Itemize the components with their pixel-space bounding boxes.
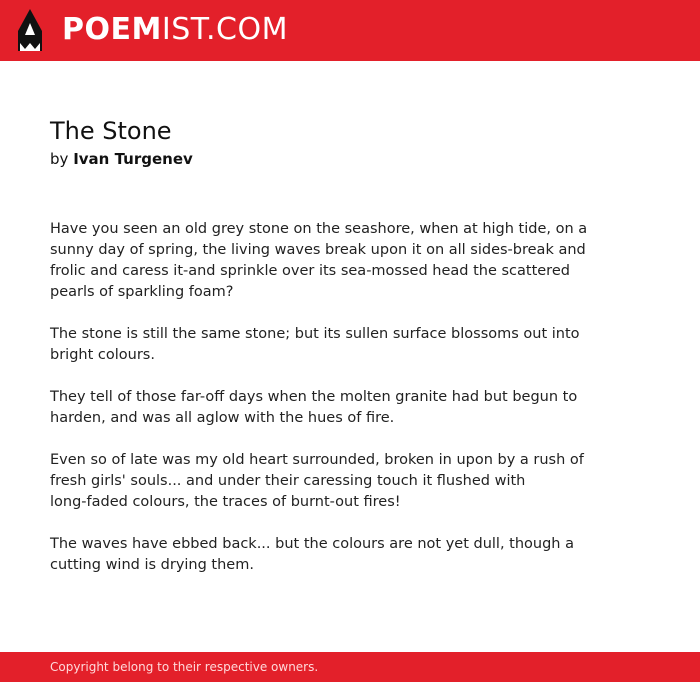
copyright-text: Copyright belong to their respective owners. [50,660,319,674]
poem-line: The stone is still the same stone; but its sullen surface blossoms out into [50,326,580,342]
poem-line: cutting wind is drying them. [50,557,254,573]
poem-line: They tell of those far-off days when the molten granite had but begun to [50,389,578,405]
poem-line: sunny day of spring, the living waves break upon it on all sides-break and [50,242,586,258]
poem-line: long-faded colours, the traces of burnt-out fires! [50,494,401,510]
stanza [50,450,584,513]
poem-line: fresh girls' souls... and under their caressing touch it flushed with [50,473,526,489]
site-logo[interactable] [62,12,288,48]
by-label: by [50,150,69,168]
poem-line: Have you seen an old grey stone on the seashore, when at high tide, on a [50,221,588,237]
stanza [50,324,580,366]
poem-line: harden, and was all aglow with the hues of fire. [50,410,395,426]
author-link[interactable]: Ivan Turgenev [73,150,193,168]
site-header [0,0,700,61]
logo-bold-text: POEM [62,12,162,47]
poem-line: frolic and caress it-and sprinkle over its sea-mossed head the scattered [50,263,570,279]
poem-line: The waves have ebbed back... but the colours are not yet dull, though a [50,536,574,552]
poem-line: Even so of late was my old heart surrounded, broken in upon by a rush of [50,452,584,468]
stanza [50,387,578,429]
poem-title: The Stone [50,117,172,145]
logo-light-text: IST.COM [161,12,288,47]
poem-line: pearls of sparkling foam? [50,284,234,300]
site-footer [0,652,700,682]
stanza [50,534,574,576]
byline [50,149,193,169]
poem-body [50,219,588,597]
pencil-icon[interactable] [18,9,42,51]
stanza [50,219,588,303]
poem-line: bright colours. [50,347,155,363]
